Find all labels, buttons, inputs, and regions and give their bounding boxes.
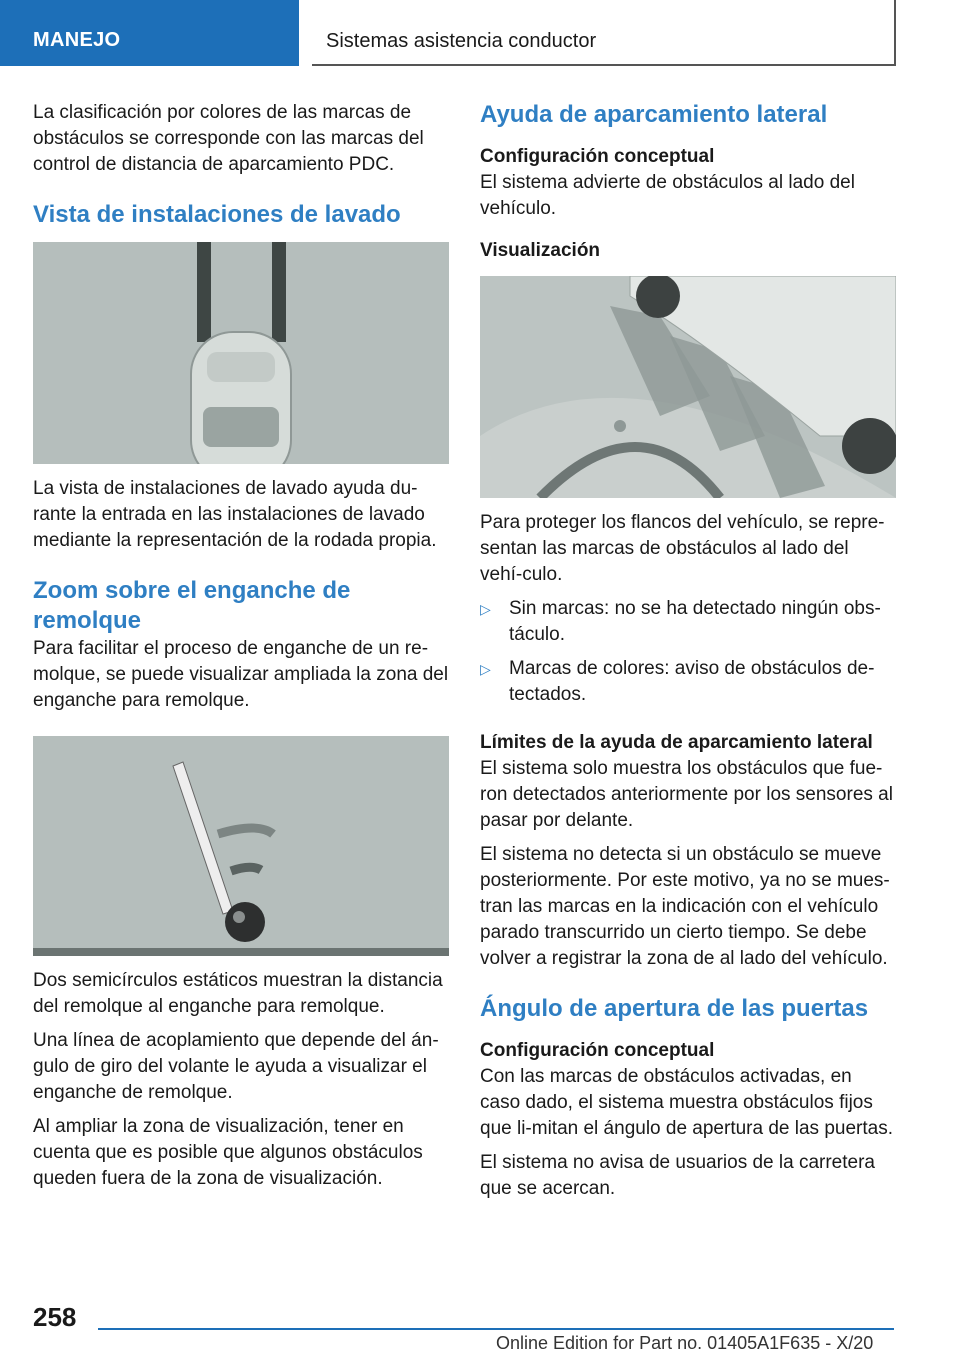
zoom-heading: Zoom sobre el enganche de remolque [33,577,351,634]
chapter-label: Sistemas asistencia conductor [326,30,597,52]
page-number: 258 [33,1302,77,1332]
triangle-bullet-icon: ▷ [480,661,491,677]
door-paragraph-1: Con las marcas de obstáculos activadas, en caso dado, el sistema muestra obstáculos fijos que li-mitan el ángulo de apertura de las puertas. [480,1066,893,1139]
display-paragraph: Para proteger los flancos del vehículo, se repre-sentan las marcas de obstáculos al lado del vehí-culo. [480,512,885,585]
concept-subheading: Configuración conceptual [480,146,715,167]
zoom-paragraph-2: Una línea de acoplamiento que depende del án-gulo de giro del volante le ayuda a visualizar el enganche de remolque. [33,1030,439,1103]
door-paragraph-2: El sistema no avisa de usuarios de la carretera que se acercan. [480,1152,875,1199]
section-label: MANEJO [33,29,121,51]
limits-paragraph-1: El sistema solo muestra los obstáculos que fue-ron detectados anteriormente por los sensores al pasar por delante. [480,758,893,831]
right-column [480,100,896,1210]
door-angle-heading: Ángulo de apertura de las puertas [480,995,869,1022]
intro-paragraph: La clasificación por colores de las marcas de obstáculos se corresponde con las marcas del control de distancia de aparcamiento PDC. [33,102,424,175]
zoom-paragraph-3: Al ampliar la zona de visualización, tener en cuenta que es posible que algunos obstáculos queden fuera de la zona de visualización. [33,1116,423,1189]
footer-divider [98,1328,894,1330]
door-concept-subheading: Configuración conceptual [480,1040,715,1061]
edition-note: Online Edition for Part no. 01405A1F635 - X/20 [496,1333,874,1353]
triangle-bullet-icon: ▷ [480,601,491,617]
left-column [33,100,449,1200]
limits-subheading: Límites de la ayuda de aparcamiento lateral [480,732,873,753]
limits-paragraph-2: El sistema no detecta si un obstáculo se mueve posteriormente. Por este motivo, ya no se mues-tran las marcas en la indicación con el vehículo parado transcurrido un cierto tiempo. Se debe volver a registrar la zona de al lado del vehículo. [480,844,890,969]
bullet-text: Sin marcas: no se ha detectado ningún obs-táculo. [509,598,881,645]
bullet-item-no-marks [480,596,896,648]
display-subheading: Visualización [480,240,601,261]
wash-heading: Vista de instalaciones de lavado [33,201,401,228]
carwash-view-image [33,242,449,464]
bullet-text: Marcas de colores: aviso de obstáculos de-tectados. [509,658,875,705]
zoom-paragraph: Para facilitar el proceso de enganche de un re-molque, se puede visualizar ampliada la zona del enganche para remolque. [33,638,449,711]
chapter-header [312,0,896,66]
side-parking-image [480,276,896,498]
bullet-item-colored-marks [480,656,896,708]
concept-paragraph: El sistema advierte de obstáculos al lado del vehículo. [480,172,855,219]
zoom-paragraph-1: Dos semicírculos estáticos muestran la distancia del remolque al enganche para remolque. [33,970,443,1017]
wash-paragraph: La vista de instalaciones de lavado ayuda du-rante la entrada en las instalaciones de lavado mediante la representación de la rodada propia. [33,478,437,551]
section-tab [0,0,299,66]
hitch-zoom-image [33,736,449,956]
side-assist-heading: Ayuda de aparcamiento lateral [480,101,828,128]
